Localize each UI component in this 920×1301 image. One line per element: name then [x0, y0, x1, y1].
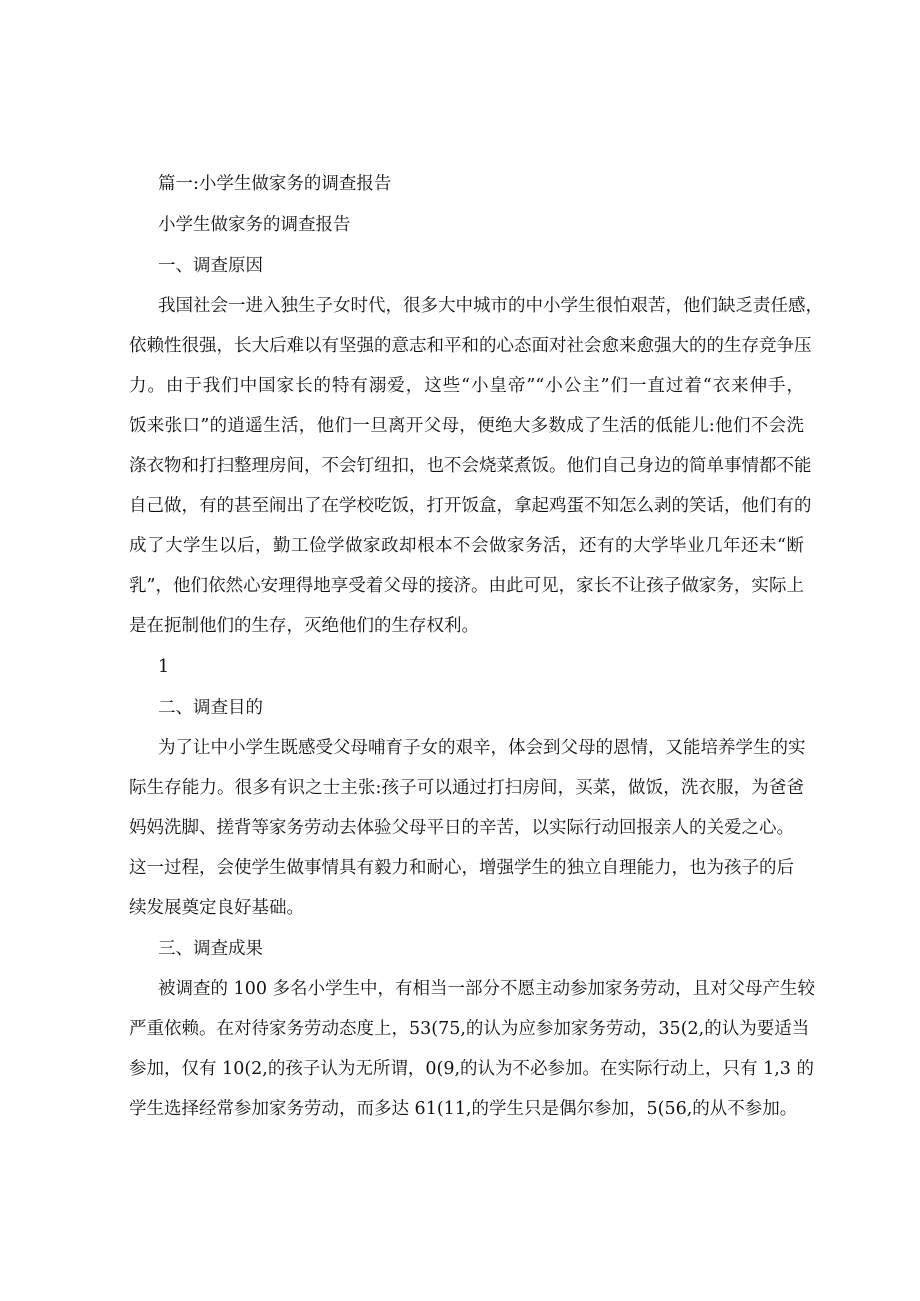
paragraph-line: 我国社会一进入独生子女时代，很多大中城市的中小学生很怕艰苦，他们缺乏责任感， [158, 296, 823, 316]
document-heading-1: 篇一:小学生做家务的调查报告 [158, 174, 392, 194]
paragraph-line: 为了让中小学生既感受父母哺育子女的艰辛，体会到父母的恩情，又能培养学生的实 [158, 738, 806, 758]
paragraph-line: 力。由于我们中国家长的特有溺爱，这些“小皇帝”“小公主”们一直过着“衣来伸手， [129, 376, 804, 396]
section-title-results: 三、调查成果 [158, 939, 263, 959]
paragraph-line: 是在扼制他们的生存，灭绝他们的生存权利。 [129, 616, 479, 636]
paragraph-line: 这一过程，会使学生做事情具有毅力和耐心，增强学生的独立自理能力，也为孩子的后 [129, 858, 794, 878]
page-number: 1 [158, 657, 170, 677]
document-heading-2: 小学生做家务的调查报告 [158, 215, 351, 235]
paragraph-line: 严重依赖。在对待家务劳动态度上，53(75,的认为应参加家务劳动，35(2,的认为要适当 [129, 1019, 810, 1039]
section-title-purpose: 二、调查目的 [158, 698, 263, 718]
paragraph-line: 参加，仅有 10(2,的孩子认为无所谓，0(9,的认为不必参加。在实际行动上，只有 1,3 的 [129, 1059, 814, 1079]
paragraph-line: 饭来张口”的逍遥生活，他们一旦离开父母，便绝大多数成了生活的低能儿:他们不会洗 [129, 416, 804, 436]
paragraph-line: 际生存能力。很多有识之士主张:孩子可以通过打扫房间，买菜，做饭，洗衣服，为爸爸 [129, 778, 804, 798]
paragraph-line: 被调查的 100 多名小学生中，有相当一部分不愿主动参加家务劳动，且对父母产生较 [158, 979, 816, 999]
paragraph-line: 依赖性很强，长大后难以有坚强的意志和平和的心态面对社会愈来愈强大的的生存竞争压 [129, 336, 812, 356]
section-title-reason: 一、调查原因 [158, 256, 263, 276]
paragraph-line: 自己做，有的甚至闹出了在学校吃饭，打开饭盒，拿起鸡蛋不知怎么剥的笑话，他们有的 [129, 496, 812, 516]
paragraph-line: 成了大学生以后，勤工俭学做家政却根本不会做家务活，还有的大学毕业几年还未“断 [129, 536, 804, 556]
paragraph-line: 妈妈洗脚、搓背等家务劳动去体验父母平日的辛苦，以实际行动回报亲人的关爱之心。 [129, 818, 794, 838]
paragraph-line: 续发展奠定良好基础。 [129, 898, 304, 918]
paragraph-line: 乳”，他们依然心安理得地享受着父母的接济。由此可见，家长不让孩子做家务，实际上 [129, 576, 804, 596]
paragraph-line: 涤衣物和打扫整理房间，不会钉纽扣，也不会烧菜煮饭。他们自己身边的简单事情都不能 [129, 456, 812, 476]
paragraph-line: 学生选择经常参加家务劳动，而多达 61(11,的学生只是偶尔参加，5(56,的从不参加。 [129, 1099, 798, 1119]
